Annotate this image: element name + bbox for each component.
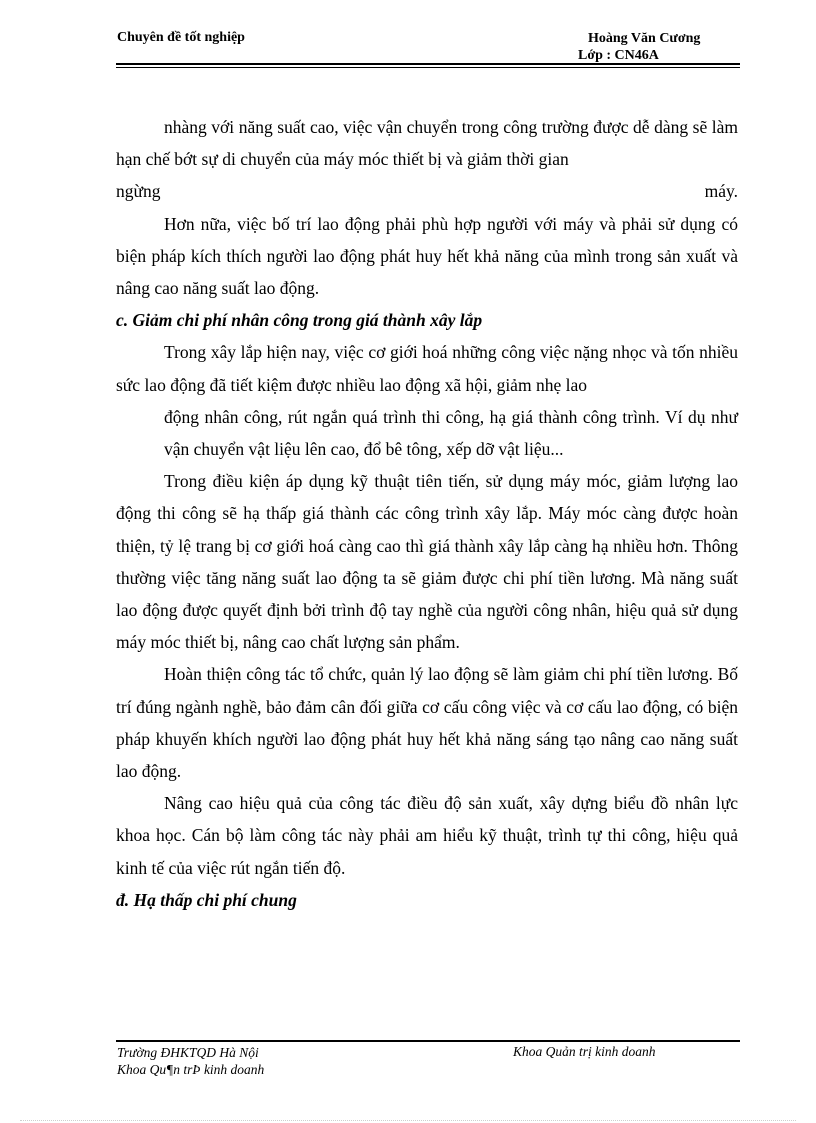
header-class-label: Lớp : CN46A [578,48,659,63]
paragraph-5: Hoàn thiện công tác tổ chức, quản lý lao động sẽ làm giảm chi phí tiền lương. Bố trí đúng ngành nghề, bảo đảm cân đối giữa cơ cấu công việc và cơ cấu lao động, có biện pháp khuyến khích người lao động phát huy hết khả năng sáng tạo nâng cao năng suất lao động. [116,664,738,782]
page-body [116,111,738,916]
paragraph-1-word-right: máy. [704,181,738,202]
footer-rule [116,1040,740,1042]
paragraph-1-word-left: ngừng [116,181,161,202]
footer-school-name: Trường ĐHKTQD Hà Nội [117,1045,259,1060]
paragraph-4: Trong điều kiện áp dụng kỹ thuật tiên tiến, sử dụng máy móc, giảm lượng lao động thi công sẽ hạ thấp giá thành các công trình xây lắp. Máy móc càng được hoàn thiện, tỷ lệ trang bị cơ giới hoá càng cao thì giá thành xây lắp càng hạ nhiều hơn. Thông thường việc tăng năng suất lao động ta sẽ giảm được chi phí tiền lương. Mà năng suất lao động được quyết định bởi trình độ tay nghề của người công nhân, hiệu quả sử dụng máy móc thiết bị, nâng cao chất lượng sản phẩm. [116,471,738,653]
paragraph-2: Hơn nữa, việc bố trí lao động phải phù hợp người với máy và phải sử dụng có biện pháp kích thích người lao động phát huy hết khả năng của mình trong sản xuất và nâng cao năng suất lao động. [116,213,738,299]
paragraph-6: Nâng cao hiệu quả của công tác điều độ sản xuất, xây dựng biểu đồ nhân lực khoa học. Cán bộ làm công tác này phải am hiểu kỹ thuật, trình tự thi công, hiệu quả kinh tế của việc rút ngắn tiến độ. [116,793,738,878]
footer-faculty-name: Khoa Quản trị kinh doanh [513,1044,656,1059]
header-author-name: Hoàng Văn Cương [588,31,701,46]
page-edge-divider [20,1120,796,1121]
paragraph-3-part-a: Trong xây lắp hiện nay, việc cơ giới hoá những công việc nặng nhọc và tốn nhiều sức lao động đã tiết kiệm được nhiều lao động xã hội, giảm nhẹ lao [116,342,738,395]
header-author-block [578,30,728,64]
section-heading-d: đ. Hạ thấp chi phí chung [116,889,297,910]
footer-left-block [117,1044,264,1078]
header-rule-thick [116,63,740,65]
paragraph-1-text: nhàng với năng suất cao, việc vận chuyển trong công trường được dễ dàng sẽ làm hạn chế bớt sự di chuyển của máy móc thiết bị và giảm thời gian [116,117,738,170]
header-document-title: Chuyên đề tốt nghiệp [117,30,245,45]
header-rule-thin [116,67,740,68]
footer-faculty-garbled: Khoa Qu¶n trÞ kinh doanh [117,1062,265,1077]
paragraph-1-last-line [116,175,738,207]
paragraph-3-part-b: động nhân công, rút ngắn quá trình thi công, hạ giá thành công trình. Ví dụ như vận chuyển vật liệu lên cao, đổ bê tông, xếp dỡ vật liệu... [164,406,738,460]
section-heading-c: c. Giảm chi phí nhân công trong giá thành xây lắp [116,310,483,331]
